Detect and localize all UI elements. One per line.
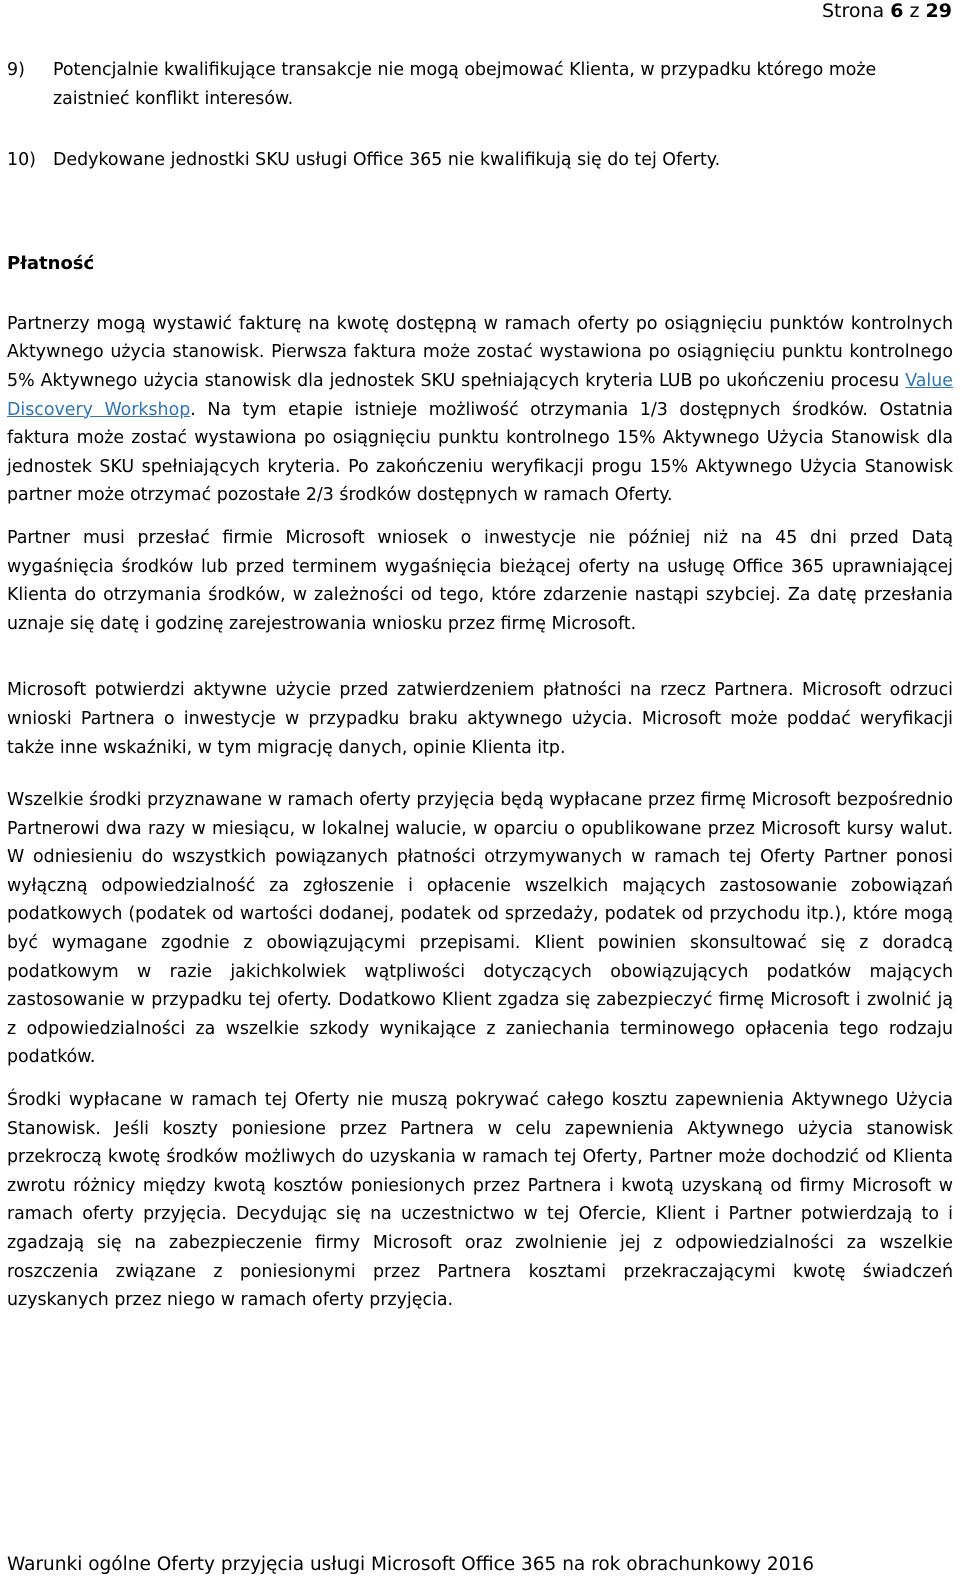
paragraph-costs: Środki wypłacane w ramach tej Oferty nie muszą pokrywać całego kosztu zapewnienia Aktywnego Użycia Stanowisk. Jeśli koszty poniesione przez Partnera w celu zapewnienia Aktywnego użycia stanowisk przekroczą kwotę środków możliwych do uzyskania w ramach tej Oferty, Partner może dochodzić od Klienta zwrotu różnicy między kwotą kosztów poniesionych przez Partnera i kwotą uzyskaną od firmy Microsoft w ramach oferty przyjęcia. Decydując się na uczestnictwo w tej Ofercie, Klient i Partner potwierdzają to i zgadzają się na zabezpieczenie firmy Microsoft oraz zwolnienie jej z odpowiedzialności za wszelkie roszczenia związane z poniesionymi przez Partnera kosztami przekraczającymi kwotę świadczeń uzyskanych przez niego w ramach oferty przyjęcia. (7, 1090, 953, 1311)
page-number-separator: z (909, 0, 920, 22)
list-item-number: 10) (7, 150, 36, 171)
document-body (7, 56, 953, 1315)
list-item-text: Potencjalnie kwalifikujące transakcje nie mogą obejmować Klienta, w przypadku którego może zaistnieć konflikt interesów. (53, 60, 877, 109)
page-number-current: 6 (890, 0, 904, 22)
paragraph-request-deadline: Partner musi przesłać firmie Microsoft wniosek o inwestycje nie później niż na 45 dni przed Datą wygaśnięcia środków lub przed terminem wygaśnięcia bieżącej oferty na usługę Office 365 uprawniającej Klienta do otrzymania środków, w zależności od tego, które zdarzenie nastąpi szybciej. Za datę przesłania uznaje się datę i godzinę zarejestrowania wniosku przez firmę Microsoft. (7, 527, 953, 634)
list-item-text: Dedykowane jednostki SKU usługi Office 365 nie kwalifikują się do tej Oferty. (53, 150, 721, 171)
paragraph-invoicing (7, 310, 953, 510)
paragraph-active-use: Microsoft potwierdzi aktywne użycie przed zatwierdzeniem płatności na rzecz Partnera. Microsoft odrzuci wnioski Partnera o inwestycje w przypadku braku aktywnego użycia. Microsoft może poddać weryfikacji także inne wskaźniki, w tym migrację danych, opinie Klienta itp. (7, 680, 953, 758)
page-footer: Warunki ogólne Oferty przyjęcia usługi Microsoft Office 365 na rok obrachunkowy 2016 (7, 1554, 815, 1575)
page-number-total: 29 (925, 0, 952, 22)
list-item-number: 9) (7, 60, 25, 80)
page-number-prefix: Strona (821, 0, 885, 22)
page-number (822, 0, 952, 22)
section-heading: Płatność (7, 252, 95, 274)
paragraph-invoicing-text-1: Partnerzy mogą wystawić fakturę na kwotę dostępną w ramach oferty po osiągnięciu punktów kontrolnych Aktywnego użycia stanowisk. Pierwsza faktura może zostać wystawiona po osiągnięciu punktu kontrolnego 5% Aktywnego użycia stanowisk dla jednostek SKU spełniających kryteria LUB po ukończeniu procesu (7, 313, 953, 391)
paragraph-payments-taxes: Wszelkie środki przyznawane w ramach oferty przyjęcia będą wypłacane przez firmę Microsoft bezpośrednio Partnerowi dwa razy w miesiącu, w lokalnej walucie, w oparciu o opublikowane przez Microsoft kursy walut. W odniesieniu do wszystkich powiązanych płatności otrzymywanych w ramach tej Oferty Partner ponosi wyłączną odpowiedzialność za zgłoszenie i opłacenie wszelkich mających zastosowanie zobowiązań podatkowych (podatek od wartości dodanej, podatek od sprzedaży, podatek od przychodu itp.), które mogą być wymagane zgodnie z obowiązującymi przepisami. Klient powinien skonsultować się z doradcą podatkowym w razie jakichkolwiek wątpliwości dotyczących obowiązujących podatków mających zastosowanie w przypadku tej oferty. Dodatkowo Klient zgadza się zabezpieczyć firmę Microsoft i zwolnić ją z odpowiedzialności za wszelkie szkody wynikające z zaniechania terminowego opłacenia tego rodzaju podatków. (7, 790, 953, 1068)
list-item (7, 146, 953, 175)
value-discovery-workshop-link[interactable]: Value Discovery Workshop (7, 370, 953, 420)
list-item (7, 56, 953, 113)
paragraph-invoicing-text-2: . Na tym etapie istnieje możliwość otrzymania 1/3 dostępnych środków. Ostatnia faktura może zostać wystawiona po osiągnięciu punktu kontrolnego 15% Aktywnego Użycia Stanowisk dla jednostek SKU spełniających kryteria. Po zakończeniu weryfikacji progu 15% Aktywnego Użycia Stanowisk partner może otrzymać pozostałe 2/3 środków dostępnych w ramach Oferty. (7, 399, 953, 506)
